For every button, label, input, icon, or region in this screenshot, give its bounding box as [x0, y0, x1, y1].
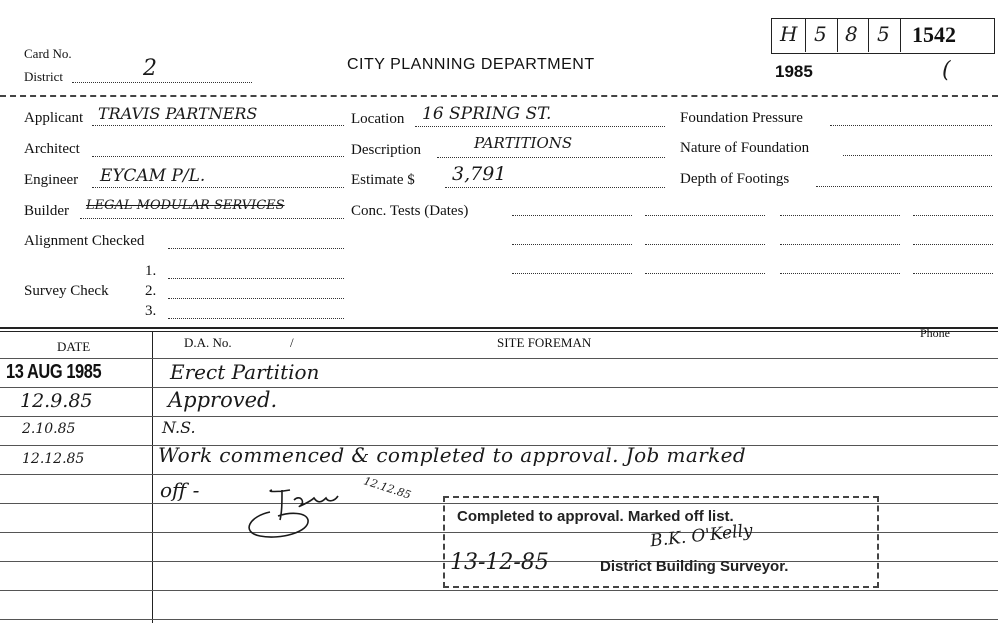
da-no-header: D.A. No.	[184, 335, 232, 350]
depth-of-footings-label: Depth of Footings	[680, 171, 790, 187]
builder-value: LEGAL MODULAR SERVICES	[86, 198, 285, 213]
description-value: PARTITIONS	[474, 134, 573, 152]
survey-number-3: 3.	[145, 303, 157, 319]
year-mark: (	[942, 58, 951, 83]
survey-check-label: Survey Check	[24, 283, 109, 299]
engineer-label: Engineer	[24, 172, 79, 188]
applicant-value: TRAVIS PARTNERS	[98, 104, 258, 123]
log-entry-4: Work commenced & completed to approval. Job marked	[158, 443, 747, 467]
survey-number-1: 1.	[145, 263, 157, 279]
estimate-label: Estimate $	[351, 172, 415, 188]
location-value: 16 SPRING ST.	[422, 104, 552, 124]
log-date-1: 13 AUG 1985	[6, 361, 102, 383]
stamp-completed-text: Completed to approval. Marked off list.	[457, 508, 734, 525]
phone-header: Phone	[920, 326, 950, 340]
survey-number-2: 2.	[145, 283, 157, 299]
log-date-2: 12.9.85	[20, 390, 93, 412]
stamp-surveyor-title: District Building Surveyor.	[600, 558, 789, 575]
conc-tests-label: Conc. Tests (Dates)	[351, 203, 469, 219]
log-entry-5: off -	[160, 478, 200, 502]
department-title: CITY PLANNING DEPARTMENT	[347, 56, 595, 73]
estimate-value: 3,791	[452, 163, 507, 185]
location-label: Location	[351, 111, 405, 127]
engineer-value: EYCAM P/L.	[100, 166, 206, 186]
ref-box-3: 8	[845, 22, 858, 46]
applicant-label: Applicant	[24, 110, 84, 126]
da-no-slash: /	[290, 335, 294, 350]
architect-label: Architect	[24, 141, 80, 157]
foundation-pressure-label: Foundation Pressure	[680, 110, 803, 126]
year: 1985	[775, 62, 813, 81]
log-entry-3: N.S.	[162, 418, 196, 437]
ref-box-1: H	[780, 22, 798, 46]
log-date-3: 2.10.85	[22, 421, 76, 437]
district-line	[72, 82, 252, 83]
card-number: 1542	[912, 22, 956, 47]
signature-date: 12.12.85	[361, 474, 413, 502]
date-header: DATE	[57, 339, 91, 354]
log-date-4: 12.12.85	[22, 451, 85, 467]
log-entry-2: Approved.	[168, 388, 278, 412]
alignment-checked-label: Alignment Checked	[24, 233, 145, 249]
stamp-handwritten-date: 13-12-85	[450, 550, 549, 575]
nature-of-foundation-label: Nature of Foundation	[680, 140, 810, 156]
description-label: Description	[351, 142, 421, 158]
ref-box-4: 5	[877, 22, 890, 46]
site-foreman-header: SITE FOREMAN	[497, 335, 592, 350]
ref-box-2: 5	[814, 22, 827, 46]
district-label: District	[24, 69, 63, 84]
stamp-signature: B.K. O'Kelly	[649, 520, 754, 552]
builder-label: Builder	[24, 203, 69, 219]
district-value: 2	[143, 56, 157, 81]
log-entry-1: Erect Partition	[170, 360, 320, 384]
card-no-label: Card No.	[24, 46, 72, 61]
